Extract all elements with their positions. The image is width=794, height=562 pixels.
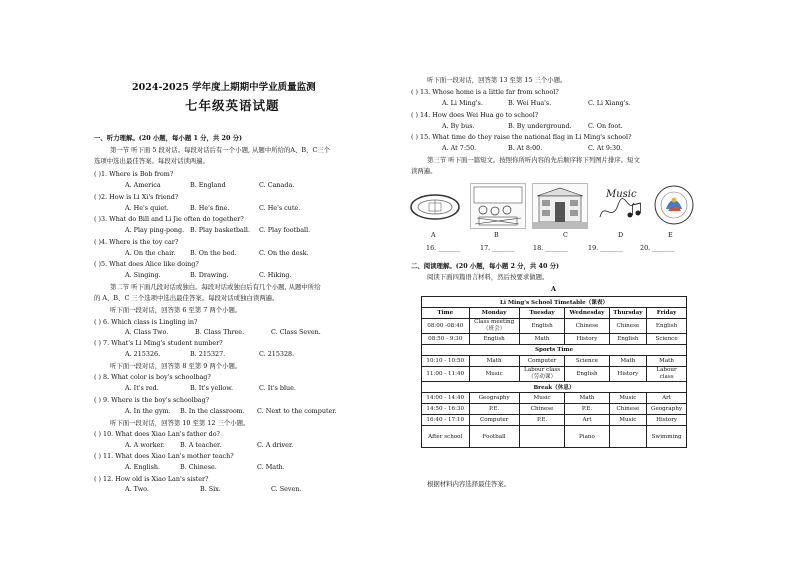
part1-instruction: 第一节 听下面 5 段对话。每段对话后有一个小题, 从题中所给的A、B、C三个 (110, 146, 331, 154)
col-header-monday: Monday (469, 308, 519, 319)
break-row: Break（休息） (422, 382, 687, 393)
table-row (422, 356, 687, 367)
table-cell: 14:00 - 14:40 (422, 393, 470, 404)
question-10: ( ) 10. What does Xiao Lan's father do? (94, 430, 220, 438)
table-row (422, 319, 687, 334)
col-header-tuesday: Tuesday (519, 308, 565, 319)
question-12: ( ) 12. How old is Xiao Lan's sister? (94, 475, 209, 483)
q11-option-a: A. English. (125, 463, 161, 471)
table-row-after-school (422, 426, 687, 448)
table-cell: Math (565, 393, 609, 404)
q1-option-a: A. America (125, 181, 161, 189)
col-header-wednesday: Wednesday (565, 308, 609, 319)
pic-label-c: C (563, 231, 568, 239)
picture-a-sports-field (408, 183, 462, 227)
table-cell: History (647, 415, 687, 426)
q12-option-c: C. Seven. (271, 485, 302, 493)
table-cell: Geography (647, 404, 687, 415)
instruction-8-9: 听下面一段对话，回答第 8 至第 9 两个小题。 (110, 362, 242, 370)
table-row (422, 404, 687, 415)
table-cell: Science (647, 334, 687, 345)
table-cell: 10:10 - 10:50 (422, 356, 470, 367)
q14-option-b: B. By underground. (508, 122, 572, 130)
q10-option-b: B. A teacher. (180, 441, 222, 449)
table-cell: English (469, 334, 519, 345)
q11-option-c: C. Math. (257, 463, 285, 471)
pic-label-e: E (668, 231, 673, 239)
passage-question-instruction: 根据材料内容选择最佳答案。 (427, 480, 511, 488)
col-header-thursday: Thursday (609, 308, 647, 319)
table-cell: Math (647, 356, 687, 367)
q1-option-b: B. England (190, 181, 226, 189)
q2-option-b: B. He's fine. (190, 204, 230, 212)
section-2-instruction: 阅读下面四篇语言材料，然后按要求做题。 (427, 273, 549, 281)
timetable (421, 296, 687, 448)
part3-instruction: 第三节 听下面一篇短文。按照你所听内容的先后顺序将下列图片排序。短文 (427, 156, 640, 164)
q5-option-c: C. Hiking. (259, 271, 292, 279)
q3-option-a: A. Play ping-pong. (125, 226, 185, 234)
table-cell: Computer (519, 356, 565, 367)
part2-instruction-cont: 的 A、B、C 三个选项中选出最佳答案。每段对话或独白读两遍。 (94, 294, 279, 302)
table-cell: Labour class （劳动课） (519, 367, 565, 382)
timetable-caption: Li Ming's School Timetable（课表） (422, 297, 687, 308)
instruction-10-12: 听下面一段对话，回答第 10 至第 12 三个小题。 (110, 419, 250, 427)
q8-option-c: C. It's blue. (259, 384, 296, 392)
question-5: ( )5. What does Alice like doing? (94, 260, 199, 268)
table-cell: Math (519, 334, 565, 345)
table-cell: English (565, 367, 609, 382)
picture-c-school-building (532, 183, 588, 229)
q14-option-c: C. On foot. (588, 122, 623, 130)
table-cell: Music (609, 393, 647, 404)
section-2-heading: 二、阅读理解。(20 小题，每小题 2 分，共 40 分) (411, 262, 560, 270)
q10-option-c: C. A driver. (257, 441, 294, 449)
question-9: ( ) 9. Where is the boy's schoolbag? (94, 396, 210, 404)
table-cell: Chinese (609, 404, 647, 415)
table-cell: Art (647, 393, 687, 404)
music-text: Music (606, 189, 637, 200)
answer-blank-17[interactable]: 17. _______ (480, 244, 515, 252)
q7-option-a: A. 215326. (125, 350, 161, 358)
pic-label-a: A (431, 231, 436, 239)
instruction-6-7: 听下面一段对话，回答第 6 至第 7 两个小题。 (110, 306, 242, 314)
question-3: ( )3. What do Bill and Li Jie often do together? (94, 215, 244, 223)
table-cell: English (519, 319, 565, 334)
table-row (422, 393, 687, 404)
picture-b-classroom (470, 183, 526, 229)
q7-option-b: B. 215327. (190, 350, 226, 358)
q3-option-b: B. Play basketball. (190, 226, 250, 234)
instruction-13-15: 听下面一段对话，回答第 13 至第 15 三个小题。 (427, 76, 567, 84)
q4-option-b: B. On the bed. (190, 249, 237, 257)
section-1-heading: 一、听力理解。(20 小题，每小题 1 分，共 20 分) (94, 134, 243, 142)
answer-blank-16[interactable]: 16. _______ (426, 244, 461, 252)
table-cell: 16:40 - 17:10 (422, 415, 470, 426)
table-cell: History (565, 334, 609, 345)
table-cell: Math (469, 356, 519, 367)
table-cell: P.E. (469, 404, 519, 415)
q9-option-a: A. In the gym. (125, 407, 171, 415)
table-cell: English (647, 319, 687, 334)
question-1: ( )1. Where is Bob from? (94, 170, 174, 178)
table-cell: Labour class (647, 367, 687, 382)
q3-option-c: C. Play football. (259, 226, 311, 234)
table-cell: Music (469, 367, 519, 382)
q8-option-a: A. It's red. (125, 384, 159, 392)
q11-option-b: B. Chinese. (180, 463, 217, 471)
table-row (422, 415, 687, 426)
col-header-friday: Friday (647, 308, 687, 319)
part1-instruction-cont: 选项中选出最佳答案。每段对话读两遍。 (94, 157, 210, 165)
q6-option-a: A. Class Two. (125, 328, 169, 336)
table-cell: Geography (469, 393, 519, 404)
table-cell: 08:50 - 9:30 (422, 334, 470, 345)
table-cell: 08:00 -08:40 (422, 319, 470, 334)
table-cell: Art (565, 415, 609, 426)
table-cell: Swimming (647, 426, 687, 448)
question-8: ( ) 8. What color is boy's schoolbag? (94, 373, 211, 381)
part2-instruction: 第二节 听下面几段对话或独白。每段对话或独白后有几个小题, 从题中所给 (110, 283, 321, 291)
table-cell: 14:50 - 16:30 (422, 404, 470, 415)
q10-option-a: A. A worker. (125, 441, 165, 449)
table-cell: History (609, 367, 647, 382)
answer-blank-19[interactable]: 19. _______ (588, 244, 623, 252)
passage-a-label: A (551, 285, 556, 293)
part3-instruction-cont: 读两遍。 (411, 167, 437, 175)
table-cell: Music (609, 415, 647, 426)
table-cell: Science (565, 356, 609, 367)
q14-option-a: A. By bus. (442, 122, 475, 130)
table-cell: Computer (469, 415, 519, 426)
q7-option-c: C. 215328. (259, 350, 295, 358)
table-cell: After school (422, 426, 470, 448)
q2-option-c: C. He's cute. (259, 204, 301, 212)
question-7: ( ) 7. What's Li Ming's student number? (94, 339, 223, 347)
pic-label-d: D (618, 231, 624, 239)
q5-option-a: A. Singing. (125, 271, 161, 279)
q4-option-a: A. On the chair. (125, 249, 176, 257)
table-cell: Math (609, 356, 647, 367)
sports-time-row: Sports Time (422, 345, 687, 356)
q6-option-c: C. Class Seven. (271, 328, 321, 336)
question-13: ( ) 13. Whose home is a little far from school? (411, 88, 559, 96)
table-cell: Chinese (609, 319, 647, 334)
picture-e-school-logo (652, 183, 706, 227)
table-row (422, 367, 687, 382)
timetable-header-row (422, 308, 687, 319)
q9-option-b: B. In the classroom. (180, 407, 245, 415)
q12-option-b: B. Six. (200, 485, 221, 493)
answer-blank-18[interactable]: 18. _______ (533, 244, 568, 252)
q8-option-b: B. It's yellow. (190, 384, 233, 392)
q13-option-c: C. Li Xiang's. (588, 99, 631, 107)
question-4: ( )4. Where is the toy car? (94, 238, 179, 246)
table-cell (609, 426, 647, 448)
q2-option-a: A. He's quiet. (125, 204, 169, 212)
question-15: ( ) 15. What time do they raise the national flag in Li Ming's school? (411, 133, 632, 141)
table-cell: P.E. (565, 404, 609, 415)
question-14: ( ) 14. How does Wei Hua go to school? (411, 111, 539, 119)
question-11: ( ) 11. What does Xiao Lan's mother teach? (94, 452, 234, 460)
table-cell: P.E. (519, 415, 565, 426)
table-row (422, 334, 687, 345)
col-header-time: Time (422, 308, 470, 319)
table-cell: Chinese (565, 319, 609, 334)
exam-subtitle: 七年级英语试题 (185, 98, 280, 113)
q9-option-c: C. Next to the computer. (257, 407, 337, 415)
table-cell: Piano (565, 426, 609, 448)
question-2: ( )2. How is Li Xi's friend? (94, 193, 179, 201)
table-cell: 11:00 - 11:40 (422, 367, 470, 382)
table-cell: Football (469, 426, 519, 448)
table-cell: Music (519, 393, 565, 404)
table-cell: English (609, 334, 647, 345)
table-cell (519, 426, 565, 448)
q15-option-b: B. At 8:00. (508, 144, 543, 152)
picture-d-music (594, 183, 648, 227)
q5-option-b: B. Drawing. (190, 271, 229, 279)
table-cell: Class meeting （班会） (469, 319, 519, 334)
q13-option-b: B. Wei Hua's. (508, 99, 552, 107)
exam-title: 2024-2025 学年度上期期中学业质量监测 (132, 82, 316, 93)
q1-option-c: C. Canada. (259, 181, 295, 189)
q12-option-a: A. Two. (125, 485, 149, 493)
question-6: ( ) 6. Which class is Lingling in? (94, 318, 198, 326)
q15-option-c: C. At 9:30. (588, 144, 623, 152)
q15-option-a: A. At 7:50. (442, 144, 477, 152)
table-cell: Chinese (519, 404, 565, 415)
pic-label-b: B (494, 231, 499, 239)
q6-option-b: B. Class Three. (195, 328, 245, 336)
q13-option-a: A. Li Ming's. (442, 99, 483, 107)
q4-option-c: C. On the desk. (259, 249, 309, 257)
answer-blank-20[interactable]: 20. _______ (640, 244, 675, 252)
